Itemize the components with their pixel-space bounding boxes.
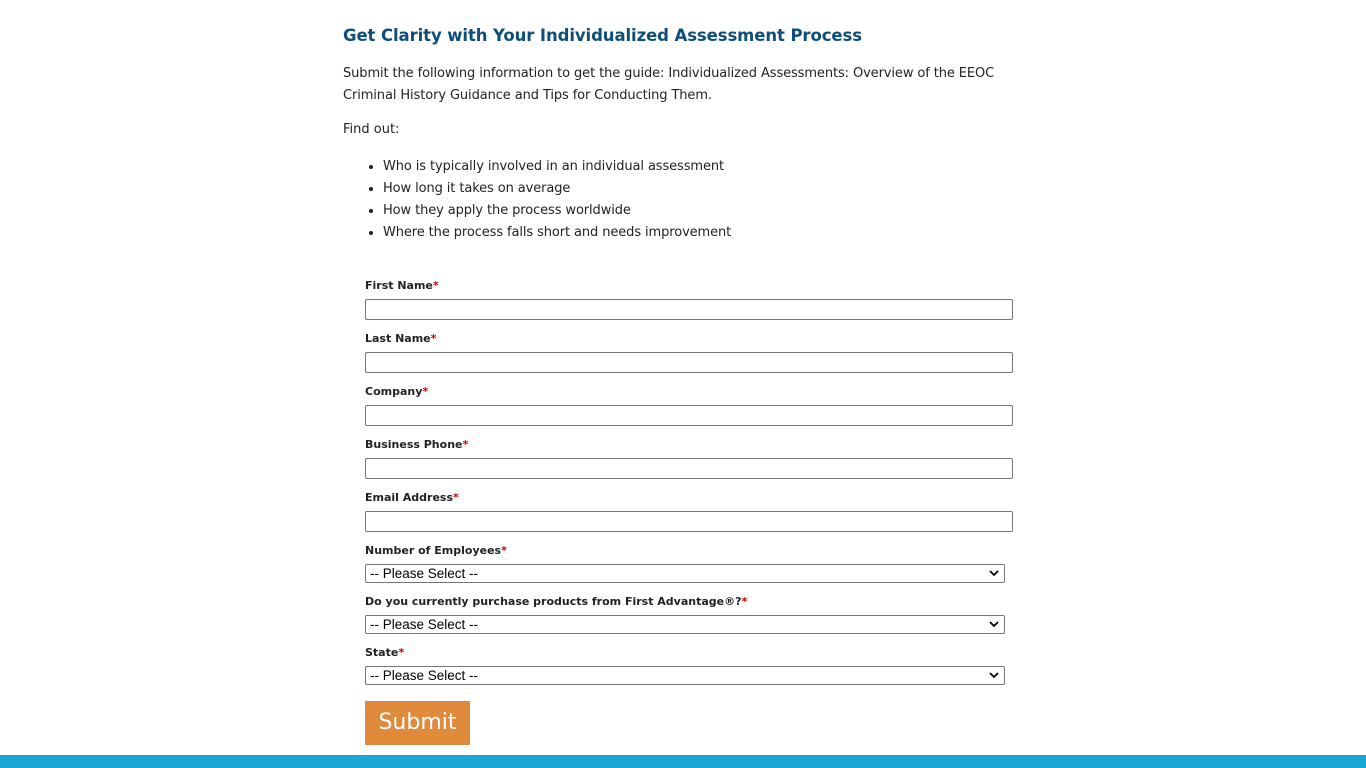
required-marker: *	[741, 595, 748, 608]
employees-label: Number of Employees*	[365, 544, 507, 557]
required-marker: *	[501, 544, 507, 557]
business-phone-label: Business Phone*	[365, 438, 469, 451]
last-name-label: Last Name*	[365, 332, 437, 345]
employees-selected-value: -- Please Select --	[370, 566, 479, 581]
employees-field-group	[365, 543, 1005, 583]
last-name-field-group	[365, 331, 1013, 373]
purchase-selected-value: -- Please Select --	[370, 617, 479, 632]
purchase-label: Do you currently purchase products from First Advantage®?*	[365, 595, 748, 608]
page-title: Get Clarity with Your Individualized Assessment Process	[343, 26, 862, 45]
content	[343, 24, 1023, 244]
submit-button[interactable]: Submit	[365, 701, 470, 745]
chevron-down-icon	[989, 619, 999, 629]
chevron-down-icon	[989, 670, 999, 680]
state-select[interactable]	[365, 666, 1005, 685]
first-name-field-group	[365, 278, 1013, 320]
email-input[interactable]	[365, 511, 1013, 532]
business-phone-input[interactable]	[365, 458, 1013, 479]
state-selected-value: -- Please Select --	[370, 668, 479, 683]
state-field-group	[365, 645, 1005, 685]
purchase-select[interactable]	[365, 615, 1005, 634]
company-input[interactable]	[365, 405, 1013, 426]
last-name-input[interactable]	[365, 352, 1013, 373]
required-marker: *	[462, 438, 469, 451]
list-item: • How long it takes on average	[383, 178, 1023, 200]
first-name-label: First Name*	[365, 279, 439, 292]
required-marker: *	[430, 332, 437, 345]
intro-text: Submit the following information to get the guide: Individualized Assessments: Overview of the EEOC Criminal History Guidance and Tips for Conducting Them.	[343, 66, 995, 103]
employees-select[interactable]	[365, 564, 1005, 583]
list-item: • Who is typically involved in an individual assessment	[383, 156, 1023, 178]
required-marker: *	[422, 385, 429, 398]
required-marker: *	[432, 279, 439, 292]
company-label: Company*	[365, 385, 429, 398]
purchase-field-group	[365, 594, 1005, 634]
company-field-group	[365, 384, 1013, 426]
chevron-down-icon	[989, 568, 999, 578]
footer-bar	[0, 755, 1366, 768]
required-marker: *	[398, 646, 405, 659]
required-marker: *	[453, 491, 459, 504]
email-field-group	[365, 490, 1013, 532]
find-out-label: Find out:	[343, 122, 400, 137]
list-item: • Where the process falls short and needs improvement	[383, 222, 1023, 244]
email-label: Email Address*	[365, 491, 459, 504]
state-label: State*	[365, 646, 405, 659]
list-item: • How they apply the process worldwide	[383, 200, 1023, 222]
benefits-list	[343, 156, 1023, 244]
first-name-input[interactable]	[365, 299, 1013, 320]
business-phone-field-group	[365, 437, 1013, 479]
